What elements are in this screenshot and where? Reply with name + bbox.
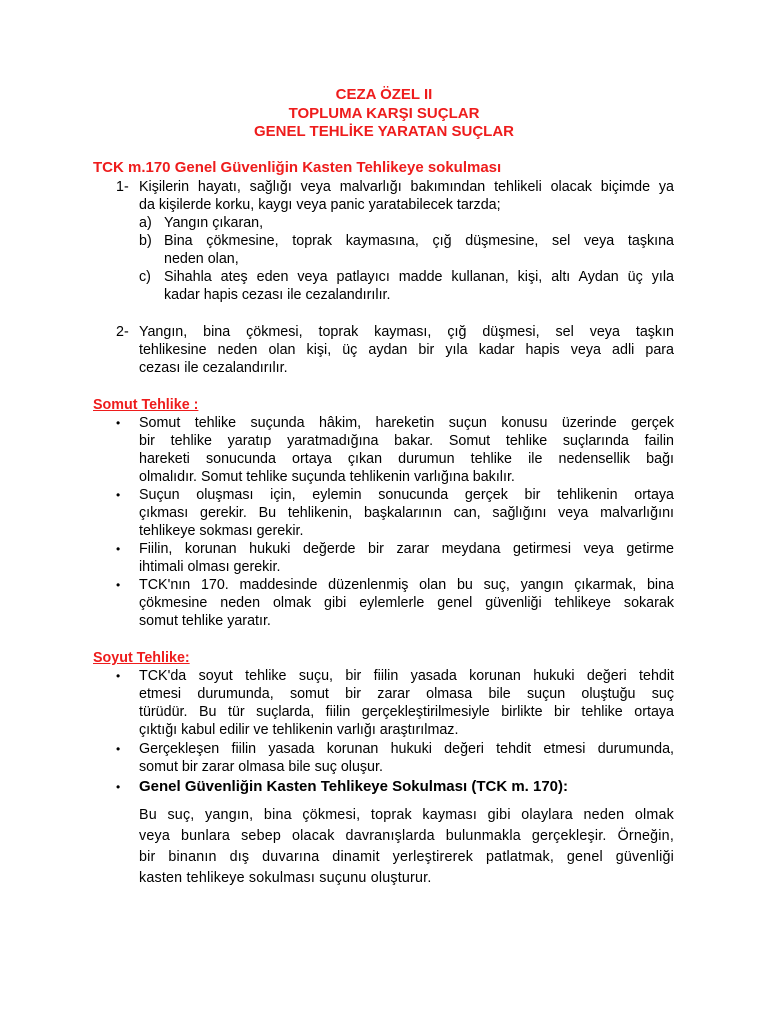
soyut-heading: Soyut Tehlike: (93, 650, 190, 666)
bullet-line: Fiilin, korunan hukuki değerde bir zarar meydana getirmesi veya getirme (139, 541, 674, 557)
bullet-icon: • (116, 742, 121, 756)
bullet-line: somut bir zarar olmasa bile suç oluşur. (139, 759, 383, 775)
sub-item-label: a) (139, 215, 152, 231)
paragraph-line: bir binanın dış duvarına dinamit yerleştirerek patlatmak, genel güvenliği (139, 849, 674, 865)
item-line: da kişilerde korku, kaygı veya panic yaratabilecek tarzda; (139, 197, 501, 213)
item-line: tehlikesine neden olan kişi, üç aydan bir yıla kadar hapis veya adli para (139, 342, 674, 358)
item-line: Kişilerin hayatı, sağlığı veya malvarlığı bakımından tehlikeli olacak biçimde ya (139, 179, 674, 195)
course-title: CEZA ÖZEL II (335, 86, 433, 103)
bullet-title: Genel Güvenliğin Kasten Tehlikeye Sokulması (TCK m. 170): (139, 778, 569, 795)
bullet-line: çıkması gerekir. Bu tehlikenin, başkalarının can, sağlığını veya malvarlığını (139, 505, 674, 521)
bullet-icon: • (116, 488, 121, 502)
bullet-line: bir tehlike yaratıp yaratmadığına bakar. Somut tehlike suçlarında failin (139, 433, 674, 449)
item-number: 2- (116, 324, 129, 340)
bullet-icon: • (116, 669, 121, 683)
bullet-line: çıktığı kabul edilir ve tehlikenin varlığı araştırılmaz. (139, 722, 459, 738)
item-number: 1- (116, 179, 129, 195)
bullet-line: Somut tehlike suçunda hâkim, hareketin suçun konusu üzerinde gerçek (139, 415, 674, 431)
bullet-line: Suçun oluşması için, eylemin sonucunda gerçek bir tehlikenin ortaya (139, 487, 674, 503)
bullet-line: ihtimali olması gerekir. (139, 559, 281, 575)
bullet-line: olmalıdır. Somut tehlike suçunda tehlikenin varlığına bakılır. (139, 469, 515, 485)
paragraph-line: Bu suç, yangın, bina çökmesi, toprak kayması gibi olaylara neden olmak (139, 807, 674, 823)
sub-item-text: Yangın çıkaran, (164, 215, 264, 231)
bullet-line: tehlikeye sokması gerekir. (139, 523, 304, 539)
bullet-line: TCK'nın 170. maddesinde düzenlenmiş olan bu suç, yangın çıkarmak, bina (139, 577, 674, 593)
bullet-line: hareketi sonucunda ortaya çıkan durumun tehlike ile nedensellik bağı (139, 451, 674, 467)
paragraph-line: veya bunlara sebep olacak davranışlarda bulunmakla gerçekleşir. Örneğin, (139, 828, 674, 844)
bullet-icon: • (116, 780, 121, 794)
sub-item-text: Bina çökmesine, toprak kaymasına, çığ düşmesine, sel veya taşkına (164, 233, 674, 249)
sub-item-text: Sihahla ateş eden veya patlayıcı madde kullanan, kişi, altı Aydan üç yıla (164, 269, 674, 285)
item-line: cezası ile cezalandırılır. (139, 360, 288, 376)
sub-item-label: b) (139, 233, 152, 249)
bullet-line: etmesi durumunda, somut bir zarar olmasa bile suçun oluştuğu suç (139, 686, 674, 702)
bullet-icon: • (116, 416, 121, 430)
subsection-title: GENEL TEHLİKE YARATAN SUÇLAR (253, 123, 515, 140)
bullet-line: türüdür. Bu tür suçlarda, fiilin gerçekleştirilmesiyle birlikte bir tehlike ortaya (139, 704, 674, 720)
sub-item-text: neden olan, (164, 251, 239, 267)
bullet-line: Gerçekleşen fiilin yasada korunan hukuki değeri tehdit etmesi durumunda, (139, 741, 674, 757)
bullet-line: somut tehlike yaratır. (139, 613, 271, 629)
bullet-line: çökmesine neden olmak gibi eylemlerle genel güvenliği tehlikeye sokarak (139, 595, 674, 611)
bullet-icon: • (116, 578, 121, 592)
bullet-line: TCK'da soyut tehlike suçu, bir fiilin yasada korunan hukuki değeri tehdit (139, 668, 674, 684)
paragraph-line: kasten tehlikeye sokulması suçunu oluşturur. (139, 870, 432, 886)
item-line: Yangın, bina çökmesi, toprak kayması, çığ düşmesi, sel veya taşkın (139, 324, 674, 340)
bullet-icon: • (116, 542, 121, 556)
sub-item-label: c) (139, 269, 151, 285)
sub-item-text: kadar hapis cezası ile cezalandırılır. (164, 287, 391, 303)
section-title: TOPLUMA KARŞI SUÇLAR (288, 105, 480, 122)
article-heading: TCK m.170 Genel Güvenliğin Kasten Tehlikeye sokulması (93, 159, 502, 176)
somut-heading: Somut Tehlike : (93, 397, 199, 413)
